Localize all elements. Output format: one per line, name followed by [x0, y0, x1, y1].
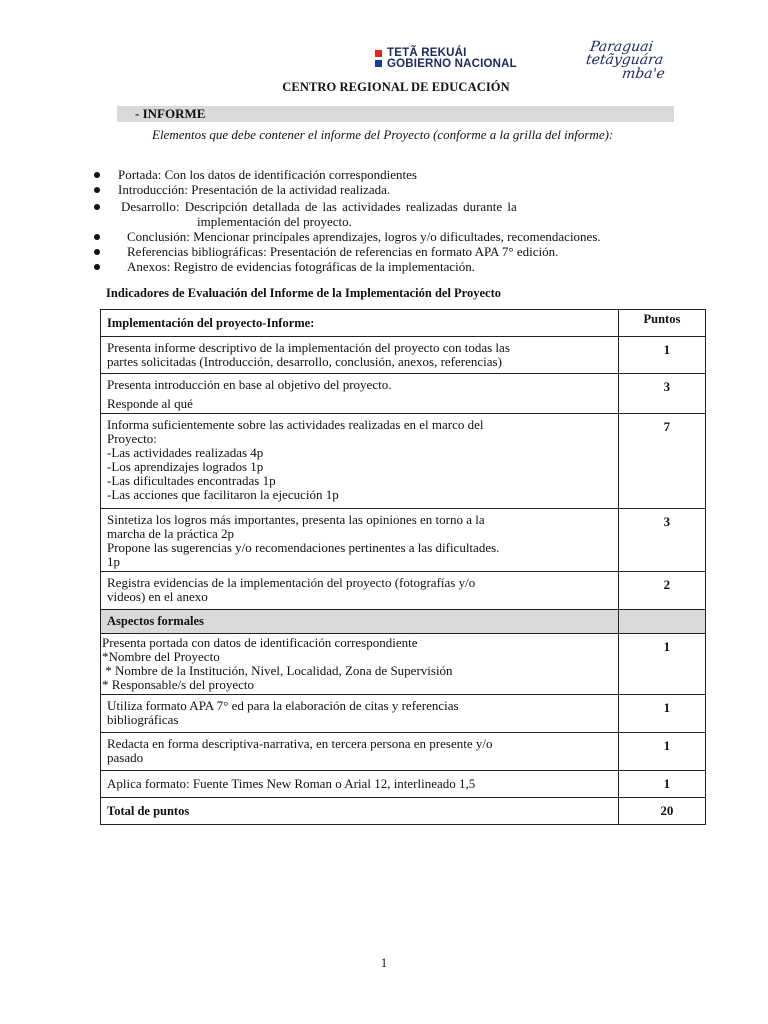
- criterion-line: *Nombre del Proyecto: [102, 649, 220, 664]
- bullet-text: Anexos: Registro de evidencias fotográficas de la implementación.: [127, 259, 475, 274]
- page-number: 1: [380, 956, 388, 970]
- table-row: [101, 337, 706, 374]
- formal-aspects-points-cell: [618, 610, 705, 634]
- points-cell: [618, 337, 705, 374]
- criterion-line: Proyecto:: [107, 431, 157, 446]
- points-cell: [618, 374, 705, 414]
- criterion-cell: [101, 509, 619, 572]
- table-row: [101, 634, 706, 695]
- points-cell: [618, 695, 705, 733]
- page-title: CENTRO REGIONAL DE EDUCACIÓN: [282, 80, 510, 94]
- criterion-line: -Los aprendizajes logrados 1p: [107, 459, 264, 474]
- gobierno-nacional-logo: [375, 48, 535, 72]
- paraguai-logo-line-2: tetãyguára: [584, 52, 665, 68]
- criterion-line: partes solicitadas (Introducción, desarrollo, conclusión, anexos, referencias): [107, 354, 502, 369]
- criterion-line: pasado: [107, 750, 144, 765]
- total-points-cell: [618, 798, 705, 825]
- table-row: [101, 695, 706, 733]
- bullet-dot-icon: [94, 249, 100, 255]
- total-row: [101, 798, 706, 825]
- criterion-cell: [101, 337, 619, 374]
- table-header-label: Implementación del proyecto-Informe:: [107, 316, 315, 330]
- criterion-line: -Las dificultades encontradas 1p: [107, 473, 276, 488]
- points-cell: [618, 771, 705, 798]
- section-intro: Elementos que debe contener el informe del Proyecto (conforme a la grilla del informe):: [152, 127, 614, 142]
- total-label-cell: [101, 798, 619, 825]
- criterion-line: Registra evidencias de la implementación del proyecto (fotografías y/o: [107, 575, 476, 590]
- flag-blue-mark: [375, 60, 382, 67]
- criterion-line: * Nombre de la Institución, Nivel, Localidad, Zona de Supervisión: [102, 663, 453, 678]
- points-value: 7: [663, 419, 671, 434]
- bullet-text: Introducción: Presentación de la actividad realizada.: [118, 182, 391, 197]
- points-value: 3: [663, 379, 671, 394]
- criterion-line: Informa suficientemente sobre las actividades realizadas en el marco del: [107, 417, 484, 432]
- criterion-cell: [101, 634, 619, 695]
- criterion-cell: [101, 771, 619, 798]
- section-heading-bar: [117, 106, 674, 122]
- criterion-line: Presenta informe descriptivo de la implementación del proyecto con todas las: [107, 340, 510, 355]
- points-cell: [618, 572, 705, 610]
- formal-aspects-header-row: [101, 610, 706, 634]
- points-cell: [618, 634, 705, 695]
- criterion-line: Utiliza formato APA 7° ed para la elaboración de citas y referencias: [107, 698, 459, 713]
- table-row: [101, 733, 706, 771]
- bullet-text: Portada: Con los datos de identificación correspondientes: [118, 167, 417, 182]
- bullet-text: Conclusión: Mencionar principales aprendizajes, logros y/o dificultades, recomendaciones.: [127, 229, 601, 244]
- criterion-cell: [101, 414, 619, 509]
- criterion-line: Presenta portada con datos de identificación correspondiente: [102, 635, 418, 650]
- bullet-text: Desarrollo: Descripción detallada de las actividades realizadas durante la: [121, 199, 517, 214]
- table-header-cell: [101, 310, 619, 337]
- criterion-line: 1p: [107, 554, 120, 569]
- criterion-line: * Responsable/s del proyecto: [102, 677, 254, 692]
- points-value: 1: [663, 738, 671, 753]
- points-value: 2: [663, 577, 671, 592]
- formal-aspects-header-cell: [101, 610, 619, 634]
- criterion-line: -Las actividades realizadas 4p: [107, 445, 264, 460]
- paraguai-logo-line-1: Paraguai: [588, 39, 655, 55]
- criterion-line: videos) en el anexo: [107, 589, 208, 604]
- criterion-line: Propone las sugerencias y/o recomendaciones pertinentes a las dificultades.: [107, 540, 500, 555]
- criterion-line: Presenta introducción en base al objetivo del proyecto.: [107, 377, 392, 392]
- criterion-cell: [101, 572, 619, 610]
- bullet-dot-icon: [94, 172, 100, 178]
- points-value: 1: [663, 700, 671, 715]
- points-cell: [618, 733, 705, 771]
- table-header-points-cell: [618, 310, 705, 337]
- table-row: [101, 374, 706, 414]
- evaluation-table: [100, 309, 706, 825]
- criterion-cell: [101, 374, 619, 414]
- points-value: 1: [663, 776, 671, 791]
- criterion-cell: [101, 733, 619, 771]
- table-row: [101, 771, 706, 798]
- points-header-label: Puntos: [643, 312, 681, 326]
- formal-aspects-header: Aspectos formales: [107, 614, 204, 628]
- table-header-row: [101, 310, 706, 337]
- table-row: [101, 572, 706, 610]
- paraguai-logo-line-3: mba'e: [620, 66, 666, 82]
- table-row: [101, 414, 706, 509]
- total-points: 20: [660, 803, 674, 818]
- bullet-dot-icon: [94, 264, 100, 270]
- table-row: [101, 509, 706, 572]
- bullet-text: Referencias bibliográficas: Presentación de referencias en formato APA 7° edición.: [127, 244, 559, 259]
- points-value: 3: [663, 514, 671, 529]
- criterion-cell: [101, 695, 619, 733]
- points-cell: [618, 414, 705, 509]
- criterion-line: Redacta en forma descriptiva-narrativa, en tercera persona en presente y/o: [107, 736, 493, 751]
- bullet-dot-icon: [94, 234, 100, 240]
- bullet-dot-icon: [94, 204, 100, 210]
- criterion-line: Aplica formato: Fuente Times New Roman o Arial 12, interlineado 1,5: [107, 776, 476, 791]
- bullet-text-continued: implementación del proyecto.: [197, 214, 352, 229]
- criterion-line: -Las acciones que facilitaron la ejecución 1p: [107, 487, 339, 502]
- indicators-title: Indicadores de Evaluación del Informe de la Implementación del Proyecto: [106, 286, 502, 300]
- criterion-line: Responde al qué: [107, 396, 193, 411]
- points-value: 1: [663, 342, 671, 357]
- bullet-dot-icon: [94, 187, 100, 193]
- section-title: - INFORME: [135, 106, 206, 121]
- points-cell: [618, 509, 705, 572]
- flag-red-mark: [375, 50, 382, 57]
- points-value: 1: [663, 639, 671, 654]
- criterion-line: bibliográficas: [107, 712, 179, 727]
- logo-line-2: GOBIERNO NACIONAL: [387, 58, 517, 70]
- criterion-line: Sintetiza los logros más importantes, presenta las opiniones en torno a la: [107, 512, 485, 527]
- total-label: Total de puntos: [107, 804, 190, 818]
- logo-line-1: TETÃ REKUÁI: [387, 47, 467, 59]
- criterion-line: marcha de la práctica 2p: [107, 526, 235, 541]
